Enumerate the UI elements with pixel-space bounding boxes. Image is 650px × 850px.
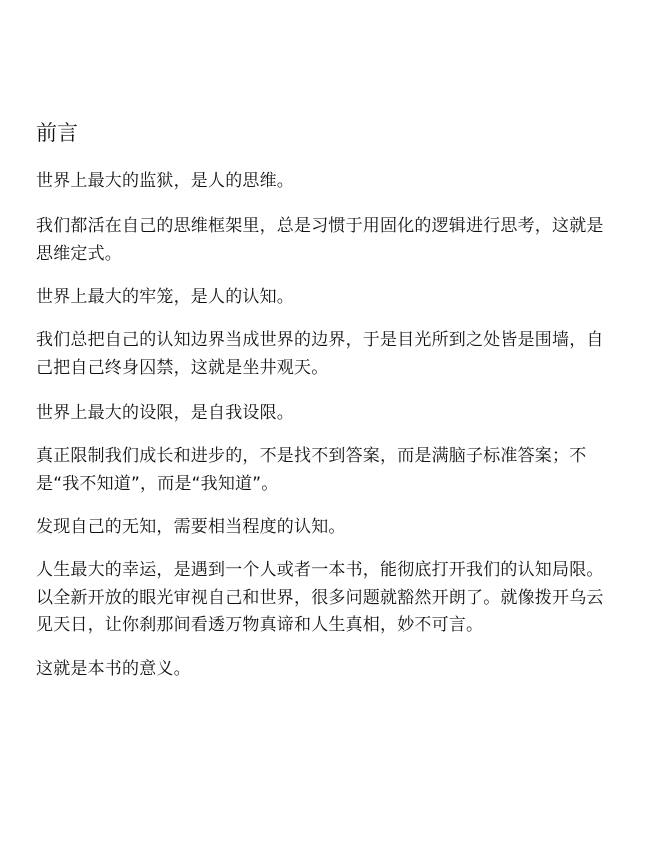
page-title: 前言 bbox=[36, 121, 78, 145]
paragraph-8: 人生最大的幸运，是遇到一个人或者一本书，能彻底打开我们的认知局限。以全新开放的眼光审视自己和世界，很多问题就豁然开朗了。就像拨开乌云见天日，让你刹那间看透万物真谛和人生真相，妙不可言。 bbox=[36, 560, 604, 635]
paragraph-6: 真正限制我们成长和进步的，不是找不到答案，而是满脑子标准答案；不是“我不知道”，而是“我知道”。 bbox=[36, 446, 587, 494]
paragraph-1: 世界上最大的监狱，是人的思维。 bbox=[36, 171, 294, 191]
paragraph-2: 我们都活在自己的思维框架里，总是习惯于用固化的逻辑进行思考，这就是思维定式。 bbox=[36, 216, 604, 264]
paragraph-5: 世界上最大的设限，是自我设限。 bbox=[36, 403, 294, 423]
paragraph-3: 世界上最大的牢笼，是人的认知。 bbox=[36, 287, 294, 307]
paragraph-4: 我们总把自己的认知边界当成世界的边界，于是目光所到之处皆是围墙，自己把自己终身囚禁，这就是坐井观天。 bbox=[36, 330, 604, 378]
paragraph-9: 这就是本书的意义。 bbox=[36, 659, 191, 679]
paragraph-7: 发现自己的无知，需要相当程度的认知。 bbox=[36, 517, 346, 537]
